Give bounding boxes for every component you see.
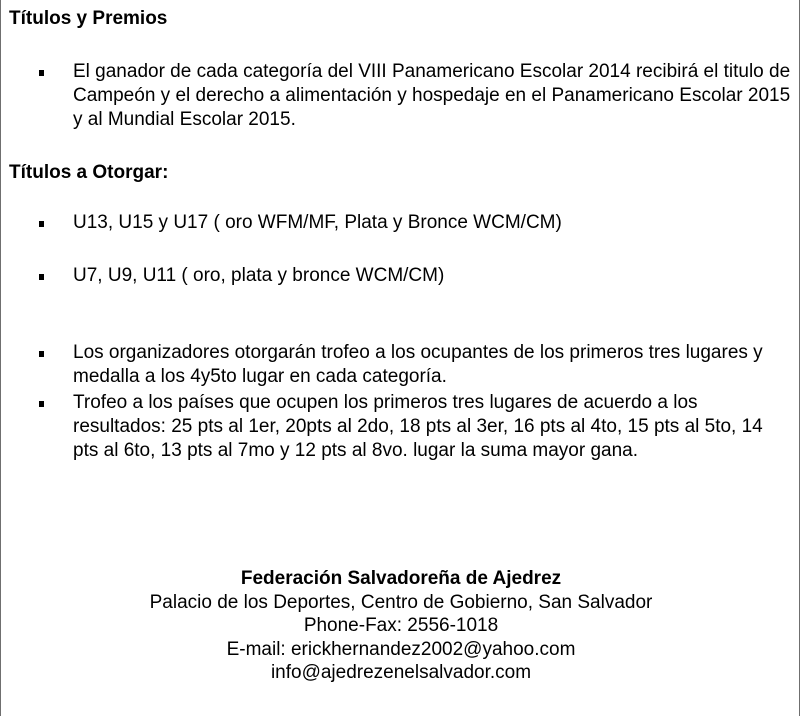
- bullet-square-icon: [39, 221, 44, 227]
- phone-fax: Phone-Fax: 2556-1018: [303, 615, 499, 637]
- list-item-text: El ganador de cada categoría del VIII Panamericano Escolar 2014 recibirá el titulo de Campeón y el derecho a alimentación y hospedaje en el Panamericano Escolar 2015 y al Mundial Escolar 2015.: [73, 61, 791, 130]
- list-item-text: Trofeo a los países que ocupen los primeros tres lugares de acuerdo a los resultados: 25 pts al 1er, 20pts al 2do, 18 pts al 3er, 16 pts al 4to, 15 pts al 5to, 14 pts al 6to, 13 pts al 7mo y 12 pts al 8vo. lugar la suma mayor gana.: [73, 392, 763, 461]
- section-heading-titulos-otorgar: Títulos a Otorgar:: [9, 162, 169, 183]
- list-item: [73, 391, 793, 463]
- list-item: [73, 211, 793, 235]
- bullet-square-icon: [39, 401, 44, 407]
- email: E-mail: erickhernandez2002@yahoo.com: [226, 638, 576, 660]
- organization-name: Federación Salvadoreña de Ajedrez: [240, 568, 562, 589]
- list-item-text: Los organizadores otorgarán trofeo a los ocupantes de los primeros tres lugares y medalla a los 4y5to lugar en cada categoría.: [73, 342, 763, 387]
- list-item: [73, 264, 793, 288]
- list-item: [73, 60, 793, 132]
- bullet-square-icon: [39, 70, 44, 76]
- list-item-text: U7, U9, U11 ( oro, plata y bronce WCM/CM): [73, 265, 445, 286]
- bullet-square-icon: [39, 274, 44, 280]
- section-heading-titulos-premios: Títulos y Premios: [9, 8, 168, 29]
- contact-footer: [1, 567, 800, 685]
- address: Palacio de los Deportes, Centro de Gobierno, San Salvador: [149, 591, 653, 613]
- list-item-text: U13, U15 y U17 ( oro WFM/MF, Plata y Bronce WCM/CM): [73, 212, 562, 233]
- bullet-square-icon: [39, 351, 44, 357]
- website-email: info@ajedrezenelsalvador.com: [270, 662, 532, 684]
- list-item: [73, 341, 793, 389]
